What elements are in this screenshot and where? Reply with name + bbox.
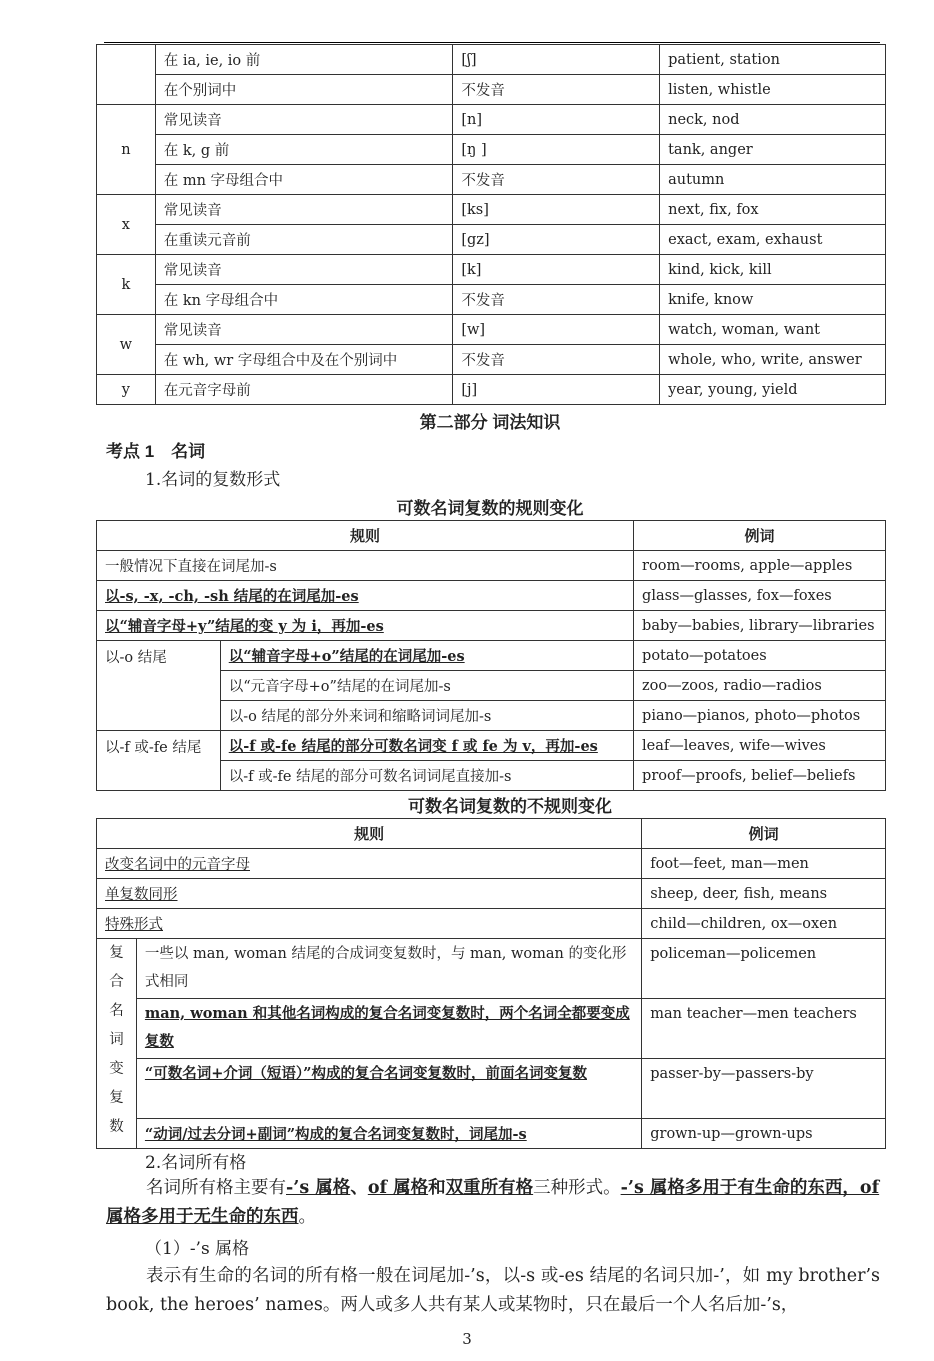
example-cell: baby—babies, library—libraries <box>634 611 886 641</box>
text-run: 和 <box>428 1178 446 1198</box>
example-cell: exact, exam, exhaust <box>660 225 886 255</box>
example-cell: glass—glasses, fox—foxes <box>634 581 886 611</box>
text-run: of 属格 <box>367 1178 429 1198</box>
table-row <box>97 135 886 165</box>
table-row <box>97 939 886 999</box>
rule-cell: 以“辅音字母+y”结尾的变 y 为 i，再加-es <box>97 611 634 641</box>
text-run: 名词所有格主要有 <box>146 1178 286 1198</box>
letter-cell: y <box>97 375 156 405</box>
table-row <box>97 999 886 1059</box>
rule-cell: 以“元音字母+o”结尾的在词尾加-s <box>220 671 633 701</box>
table-row <box>97 909 886 939</box>
part-title: 第二部分 词法知识 <box>419 413 561 432</box>
sound-cell: 不发音 <box>453 345 660 375</box>
example-cell: tank, anger <box>660 135 886 165</box>
letter-cell: x <box>97 195 156 255</box>
table-row <box>97 225 886 255</box>
example-cell: zoo—zoos, radio—radios <box>634 671 886 701</box>
rule-cell: 一般情况下直接在词尾加-s <box>97 551 634 581</box>
regular-plural-table <box>96 520 886 791</box>
rule-cell: 以-f 或-fe 结尾的部分可数名词变 f 或 fe 为 v，再加-es <box>220 731 633 761</box>
rule-cell: 以“辅音字母+o”结尾的在词尾加-es <box>220 641 633 671</box>
table-row <box>97 375 886 405</box>
condition-cell: 在元音字母前 <box>155 375 453 405</box>
example-cell: piano—pianos, photo—photos <box>634 701 886 731</box>
example-cell: potato—potatoes <box>634 641 886 671</box>
example-cell: grown-up—grown-ups <box>642 1119 886 1149</box>
group-cell: 以-f 或-fe 结尾 <box>97 731 221 791</box>
sound-cell: 不发音 <box>453 165 660 195</box>
example-cell: foot—feet, man—men <box>642 849 886 879</box>
sound-cell: [w] <box>453 315 660 345</box>
table-row <box>97 731 886 761</box>
table-row <box>97 611 886 641</box>
condition-cell: 在 mn 字母组合中 <box>155 165 453 195</box>
sound-cell: [ŋ ] <box>453 135 660 165</box>
column-header: 例词 <box>634 521 886 551</box>
condition-cell: 在个别词中 <box>155 75 453 105</box>
rule-cell: 单复数同形 <box>97 879 642 909</box>
table-title: 可数名词复数的不规则变化 <box>408 797 612 816</box>
example-cell: next, fix, fox <box>660 195 886 225</box>
body-paragraph: 表示有生命的名词的所有格一般在词尾加-’s，以-s 或-es 结尾的名词只加-’，如 my brother’s book, the heroes’ names。两人或多人共有某人或某物时，只在最后一个人名后加-’s， <box>106 1266 880 1315</box>
subsection-title: 1.名词的复数形式 <box>145 470 281 490</box>
letter-cell: k <box>97 255 156 315</box>
condition-cell: 在 kn 字母组合中 <box>155 285 453 315</box>
condition-cell: 常见读音 <box>155 315 453 345</box>
table-row <box>97 165 886 195</box>
condition-cell: 在 ia, ie, io 前 <box>155 45 453 75</box>
pronunciation-table <box>96 44 886 405</box>
example-cell: neck, nod <box>660 105 886 135</box>
sound-cell: [n] <box>453 105 660 135</box>
condition-cell: 常见读音 <box>155 105 453 135</box>
table-row <box>97 195 886 225</box>
sound-cell: [j] <box>453 375 660 405</box>
text-run: -’s 属格多用于有生命的东西，of 属格多用于无生命的东西 <box>106 1178 880 1227</box>
table-row <box>97 345 886 375</box>
sound-cell: [ʃ] <box>453 45 660 75</box>
subsection-title: 2.名词所有格 <box>145 1153 247 1173</box>
table-row <box>97 75 886 105</box>
table-header-row <box>97 521 886 551</box>
table-row <box>97 581 886 611</box>
example-cell: man teacher—men teachers <box>642 999 886 1059</box>
example-cell: patient, station <box>660 45 886 75</box>
table-row <box>97 255 886 285</box>
table-row <box>97 551 886 581</box>
table-header-row <box>97 819 886 849</box>
condition-cell: 常见读音 <box>155 255 453 285</box>
letter-cell: w <box>97 315 156 375</box>
example-cell: leaf—leaves, wife—wives <box>634 731 886 761</box>
possessive-paragraph <box>106 1174 880 1232</box>
rule-cell: 以-o 结尾的部分外来词和缩略词词尾加-s <box>220 701 633 731</box>
text-run: 、 <box>350 1178 368 1198</box>
rule-cell: 特殊形式 <box>97 909 642 939</box>
table-title: 可数名词复数的规则变化 <box>396 499 584 518</box>
example-cell: watch, woman, want <box>660 315 886 345</box>
table-row <box>97 849 886 879</box>
rule-cell: 一些以 man, woman 结尾的合成词变复数时，与 man, woman 的变化形式相同 <box>136 939 641 999</box>
letter-cell: n <box>97 105 156 195</box>
example-cell: whole, who, write, answer <box>660 345 886 375</box>
example-cell: room—rooms, apple—apples <box>634 551 886 581</box>
subsection-title: （1）-’s 属格 <box>145 1239 250 1259</box>
condition-cell: 在 wh, wr 字母组合中及在个别词中 <box>155 345 453 375</box>
table-row <box>97 879 886 909</box>
table-row <box>97 1059 886 1119</box>
rule-cell: man, woman 和其他名词构成的复合名词变复数时，两个名词全都要变成复数 <box>136 999 641 1059</box>
irregular-plural-table <box>96 818 886 1149</box>
text-run: 三种形式。 <box>533 1178 621 1198</box>
rule-cell: “可数名词+介词（短语）”构成的复合名词变复数时，前面名词变复数 <box>136 1059 641 1119</box>
rule-cell: 以-f 或-fe 结尾的部分可数名词词尾直接加-s <box>220 761 633 791</box>
condition-cell: 在 k, g 前 <box>155 135 453 165</box>
example-cell: kind, kick, kill <box>660 255 886 285</box>
text-run: -’s 属格 <box>286 1178 351 1198</box>
column-header: 例词 <box>642 819 886 849</box>
section-heading: 考点 1 名词 <box>106 442 206 461</box>
example-cell: year, young, yield <box>660 375 886 405</box>
table-row <box>97 285 886 315</box>
sound-cell: 不发音 <box>453 75 660 105</box>
sound-cell: [ks] <box>453 195 660 225</box>
example-cell: autumn <box>660 165 886 195</box>
example-cell: passer-by—passers-by <box>642 1059 886 1119</box>
example-cell: child—children, ox—oxen <box>642 909 886 939</box>
compound-label-cell: 复合名词变复数 <box>97 939 137 1149</box>
example-cell: sheep, deer, fish, means <box>642 879 886 909</box>
example-cell: proof—proofs, belief—beliefs <box>634 761 886 791</box>
sound-cell: [k] <box>453 255 660 285</box>
column-header: 规则 <box>97 819 642 849</box>
table-row <box>97 105 886 135</box>
example-cell: policeman—policemen <box>642 939 886 999</box>
rule-cell: “动词/过去分词+副词”构成的复合名词变复数时，词尾加-s <box>136 1119 641 1149</box>
condition-cell: 常见读音 <box>155 195 453 225</box>
page-number: 3 <box>462 1330 472 1348</box>
table-row <box>97 45 886 75</box>
top-rule <box>104 42 880 43</box>
sound-cell: 不发音 <box>453 285 660 315</box>
sound-cell: [gz] <box>453 225 660 255</box>
example-cell: listen, whistle <box>660 75 886 105</box>
letter-cell <box>97 45 156 105</box>
example-cell: knife, know <box>660 285 886 315</box>
text-run: 双重所有格 <box>445 1178 534 1198</box>
rule-cell: 以-s, -x, -ch, -sh 结尾的在词尾加-es <box>97 581 634 611</box>
text-run: 。 <box>298 1207 316 1227</box>
rule-cell: 改变名词中的元音字母 <box>97 849 642 879</box>
column-header: 规则 <box>97 521 634 551</box>
table-row <box>97 1119 886 1149</box>
table-row <box>97 641 886 671</box>
group-cell: 以-o 结尾 <box>97 641 221 731</box>
condition-cell: 在重读元音前 <box>155 225 453 255</box>
table-row <box>97 315 886 345</box>
